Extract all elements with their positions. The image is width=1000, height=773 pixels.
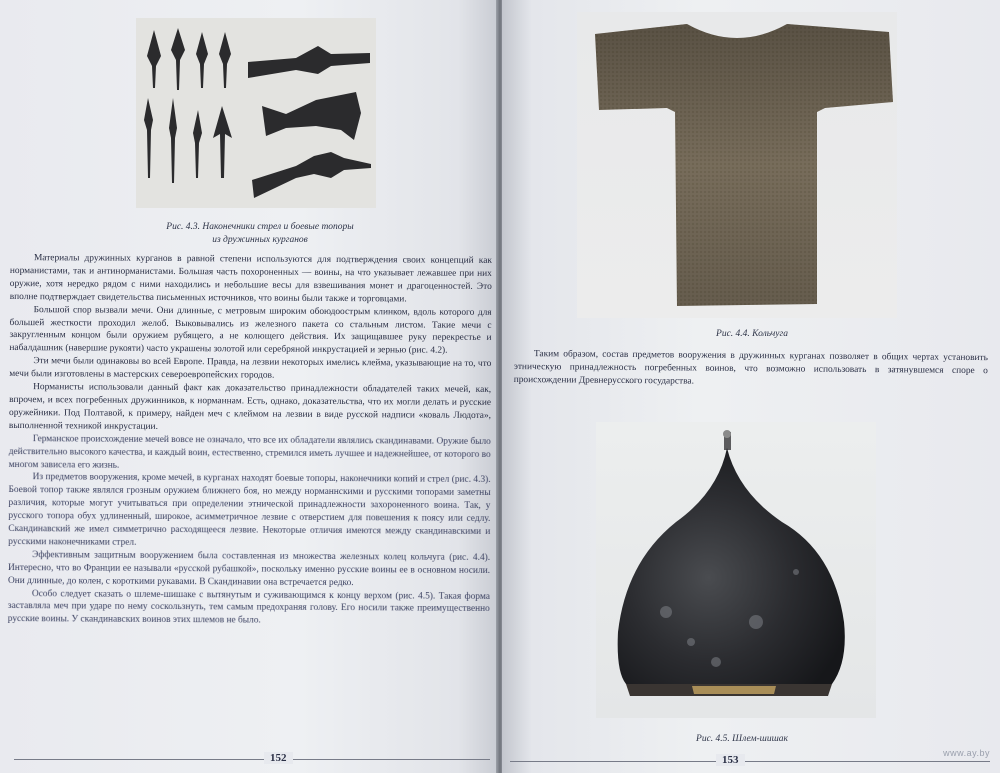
left-page bbox=[0, 0, 498, 773]
figure-caption-helmet: Рис. 4.5. Шлем-шишак bbox=[696, 734, 788, 744]
chainmail-illustration bbox=[577, 12, 897, 318]
paragraph: Материалы дружинных курганов в равной степени используются для подтверждения своих концепций как норманистами, так и антинорманистами. Большая часть похороненных — воины, на что указывает лежавшее при них оружие, хотя нередко рядом с ними находились и небольшие весы для взвешивания монет и драгоценностей. Это вполне подтверждает свидетельства письменных источников, что воины были также и торговцами. bbox=[9, 253, 492, 305]
right-page bbox=[502, 0, 1000, 773]
caption-line: Рис. 4.3. Наконечники стрел и боевые топоры bbox=[166, 222, 354, 232]
helmet-figure bbox=[596, 422, 876, 718]
figure-caption-weapons bbox=[140, 221, 380, 247]
paragraph: Норманисты использовали данный факт как доказательство принадлежности обладателей таких мечей, как, впрочем, и всех погребенных дружинников, к норманнам. Есть, однако, доказательства, что их могли делать и русские оружейники. Под Полтавой, к примеру, найден меч с клеймом на лезвии в виде русской надписи «коваль Людота», выполненной техникой инкрустации. bbox=[8, 382, 492, 432]
watermark: www.ay.by bbox=[943, 748, 990, 758]
page-footer-left bbox=[14, 752, 490, 768]
paragraph: Из предметов вооружения, кроме мечей, в курганах находят боевые топоры, наконечники копий и стрел (рис. 4.3). Боевой топор также являлся грозным оружием ближнего боя, но между норманнскими и русскими топорами заметны различия, которые могут учитываться при определении этнической принадлежности захороненного воина. Так, у русского топора обух удлиненный, широкое, асимметричное лезвие с отверстием для повешения к поясу или седлу. Скандинавский же имел симметрично расходящееся лезвие. Некоторые отличия имеются между скандинавскими и русскими наконечниками стрел. bbox=[8, 472, 491, 548]
body-text-left bbox=[7, 252, 492, 755]
paragraph: Германское происхождение мечей вовсе не означало, что все их обладатели являлись скандинавами. Оружие было действительно высокого качества, и каждый воин, естественно, стремился иметь лучшее и надежнейшее, от которого во многом зависела его жизнь. bbox=[8, 433, 491, 471]
page-number: 152 bbox=[264, 752, 293, 764]
paragraph: Таким образом, состав предметов вооружения в дружинных курганах позволяет в общих чертах установить этническую принадлежность погребенных воинов, что возможно использовать в затянувшемся споре о происхождении Древнерусского государства. bbox=[513, 349, 988, 387]
paragraph: Особо следует сказать о шлеме-шишаке с вытянутым и суживающимся к концу верхом (рис. 4.5). Такая форма заставляла меч при ударе по нему соскользнуть, тем самым предохраняя голову. Его носили также преимущественно русские воины. У скандинавских воинов этих шлемов не было. bbox=[7, 588, 490, 626]
paragraph: Большой спор вызвали мечи. Они длинные, с метровым широким обоюдоострым клинком, вдоль которого для большей жесткости проходил желоб. Выковывались из железного пакета со стальным листом. Такие мечи с закругленным концом были оружием рубящего, а не колющего действия. Их защищавшее руку перекрестье и набалдашник (навершие рукояти) часто украшены золотой или серебряной инкрустацией и зернью (рис. 4.2). bbox=[9, 304, 492, 357]
paragraph: Эффективным защитным вооружением была составленная из множества железных колец кольчуга (рис. 4.4). Интересно, что во Франции ее называли «русской рубашкой», поскольку именно русские воины ее в основном носили. Они длинные, до колен, с короткими рукавами. В Скандинавии она встречается редко. bbox=[7, 549, 491, 588]
figure-caption-chainmail: Рис. 4.4. Кольчуга bbox=[716, 329, 788, 339]
paragraph: Эти мечи были одинаковы во всей Европе. Правда, на лезвии некоторых имелись клейма, указывающие на то, что мечи были изготовлены в мастерских североевропейских городов. bbox=[9, 356, 492, 381]
chainmail-figure bbox=[577, 12, 897, 318]
page-footer-right bbox=[510, 752, 990, 768]
page-number: 153 bbox=[716, 754, 745, 766]
body-text-right bbox=[514, 348, 988, 391]
caption-line: из дружинных курганов bbox=[212, 235, 308, 245]
helmet-illustration bbox=[596, 422, 876, 718]
footer-rule bbox=[510, 761, 990, 762]
arrowheads-axes-figure bbox=[136, 18, 376, 208]
footer-rule bbox=[14, 759, 490, 760]
arrowheads-axes-illustration bbox=[136, 18, 376, 208]
